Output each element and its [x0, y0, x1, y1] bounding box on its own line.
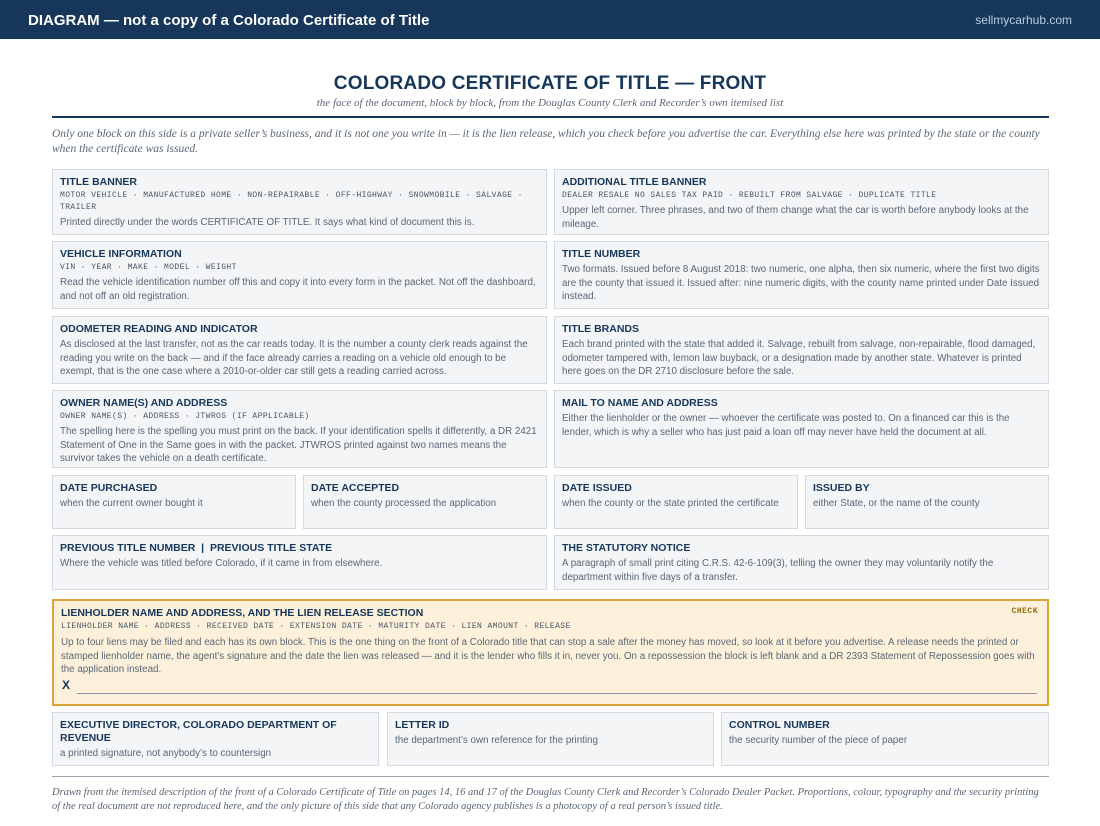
block-text: The spelling here is the spelling you must print on the back. If your identification spells it differently, a DR 2421 Statement of One in the Same goes in with the packet. JTWROS printed against two names means the survivor takes the vehicle on a death certificate. — [60, 426, 537, 464]
block-text: A paragraph of small print citing C.R.S. 42-6-109(3), telling the owner they may voluntarily notify the department within five days of a transfer. — [562, 558, 994, 583]
release-signature-line — [62, 680, 1037, 694]
block-heading: VEHICLE INFORMATION — [60, 248, 182, 260]
brand-link[interactable]: sellmycarhub.com — [975, 13, 1072, 27]
signature-rule — [77, 693, 1037, 694]
block-text: Read the vehicle identification number off this and copy it into every form in the packet. Not off the dashboard, and not off an old registration. — [60, 277, 536, 302]
block-heading: LETTER ID — [395, 719, 450, 731]
block-fields: OWNER NAME(S) · ADDRESS · JTWROS (IF APPLICABLE) — [60, 412, 310, 421]
block-text: Where the vehicle was titled before Colorado, if it came in from elsewhere. — [60, 558, 383, 569]
block-heading: DATE PURCHASED — [60, 482, 158, 494]
block-heading: TITLE BANNER — [60, 176, 137, 188]
block-heading: ODOMETER READING AND INDICATOR — [60, 323, 258, 335]
block-heading: MAIL TO NAME AND ADDRESS — [562, 397, 718, 409]
block-text: a printed signature, not anybody’s to countersign — [60, 748, 272, 759]
footer-rule — [52, 776, 1049, 777]
block-control-number — [721, 712, 1049, 766]
block-fields: MOTOR VEHICLE · MANUFACTURED HOME · NON-REPAIRABLE · OFF-HIGHWAY · SNOWMOBILE · SALVAGE · TRAILER — [60, 191, 523, 212]
check-badge: CHECK — [1011, 607, 1038, 616]
block-text: Each brand printed with the state that added it. Salvage, rebuilt from salvage, non-repairable, flood damaged, odometer tampered with, lemon law buyback, or a designation made by another state. Whatever is printed here goes on the DR 2710 disclosure before the sale. — [562, 339, 1036, 377]
block-mail-to — [554, 390, 1049, 468]
block-heading: PREVIOUS TITLE NUMBER | PREVIOUS TITLE STATE — [60, 542, 333, 554]
block-text: Up to four liens may be filed and each has its own block. This is the one thing on the front of a Colorado title that can stop a sale after the money has moved, so look at it before you advertise. A release needs the printed or stamped lienholder name, the agent’s signature and the date the lien was released — and it is the lender who fills it in, never you. On a repossession the block is left blank and a DR 2393 Statement of Repossession goes with the application instead. — [61, 637, 1035, 675]
block-previous-title — [52, 535, 547, 590]
block-heading: ISSUED BY — [813, 482, 870, 494]
block-text: either State, or the name of the county — [813, 498, 980, 509]
block-text: the security number of the piece of paper — [729, 735, 908, 746]
block-heading: DATE ACCEPTED — [311, 482, 400, 494]
block-heading: LIENHOLDER NAME AND ADDRESS, AND THE LIEN RELEASE SECTION — [61, 607, 424, 619]
block-title-brands — [554, 316, 1049, 384]
block-statutory-notice — [554, 535, 1049, 590]
block-lienholder-release — [52, 599, 1049, 706]
block-heading: CONTROL NUMBER — [729, 719, 830, 731]
block-heading: DATE ISSUED — [562, 482, 632, 494]
footer-note: Drawn from the itemised description of the front of a Colorado Certificate of Title on pages 14, 16 and 17 of the Douglas County Clerk and Recorder’s Colorado Dealer Packet. Proportions, colour, typography and the security printing of the real document are not reproduced here, and the only picture of this side that any Colorado agency publishes is a photocopy of a real person’s issued title. — [52, 787, 1039, 812]
block-issued-by — [805, 475, 1049, 529]
block-heading: THE STATUTORY NOTICE — [562, 542, 691, 554]
block-title-banner — [52, 169, 547, 235]
block-text: Upper left corner. Three phrases, and two of them change what the car is worth before anybody looks at the mileage. — [562, 205, 1029, 230]
block-text: Two formats. Issued before 8 August 2018: two numeric, one alpha, then six numeric, where the first two digits are the county that issued it. Issued after: nine numeric digits, with the county name printed under Date Issued instead. — [562, 264, 1040, 302]
block-fields: VIN · YEAR · MAKE · MODEL · WEIGHT — [60, 263, 237, 272]
block-heading: TITLE BRANDS — [562, 323, 639, 335]
block-owner — [52, 390, 547, 468]
intro-text: Only one block on this side is a private seller’s business, and it is not one you write in — it is the lien release, which you check before you advertise the car. Everything else here was printed by the state or the county when the certificate was issued. — [52, 128, 1040, 155]
block-text: Either the lienholder or the owner — whoever the certificate was posted to. On a financed car this is the lender, which is why a seller who has just paid a loan off may never have held the document at all. — [562, 413, 1010, 438]
block-vehicle-information — [52, 241, 547, 309]
title-rule — [52, 116, 1049, 118]
block-title-number — [554, 241, 1049, 309]
block-date-issued — [554, 475, 798, 529]
block-heading: OWNER NAME(S) AND ADDRESS — [60, 397, 228, 409]
block-fields: DEALER RESALE NO SALES TAX PAID · REBUILT FROM SALVAGE · DUPLICATE TITLE — [562, 191, 937, 200]
block-text: As disclosed at the last transfer, not as the car reads today. It is the number a county clerk reads against the reading you write on the back — and if the face already carries a reading on a vehicle old enough to be exempt, that is the one case where a 2010-or-older car still gets a reading carried across. — [60, 339, 528, 377]
block-executive-director — [52, 712, 379, 766]
block-letter-id — [387, 712, 714, 766]
block-text: when the current owner bought it — [60, 498, 203, 509]
block-heading: TITLE NUMBER — [562, 248, 641, 260]
block-odometer — [52, 316, 547, 384]
block-fields: LIENHOLDER NAME · ADDRESS · RECEIVED DATE · EXTENSION DATE · MATURITY DATE · LIEN AMOUNT · RELEASE — [61, 622, 571, 631]
block-additional-banner — [554, 169, 1049, 235]
block-heading: ADDITIONAL TITLE BANNER — [562, 176, 707, 188]
block-text: when the county or the state printed the certificate — [562, 498, 779, 509]
block-date-purchased — [52, 475, 296, 529]
top-bar — [0, 0, 1100, 39]
block-text: Printed directly under the words CERTIFICATE OF TITLE. It says what kind of document this is. — [60, 217, 475, 228]
block-text: the department’s own reference for the printing — [395, 735, 598, 746]
document-title: COLORADO CERTIFICATE OF TITLE — FRONT — [333, 73, 767, 94]
signature-mark: X — [62, 678, 71, 692]
document-subtitle: the face of the document, block by block, from the Douglas County Clerk and Recorder’s own itemised list — [316, 97, 784, 109]
block-heading: EXECUTIVE DIRECTOR, COLORADO DEPARTMENT OF REVENUE — [60, 719, 337, 744]
block-text: when the county processed the application — [311, 498, 497, 509]
block-date-accepted — [303, 475, 547, 529]
header-title: DIAGRAM — not a copy of a Colorado Certificate of Title — [28, 12, 430, 29]
